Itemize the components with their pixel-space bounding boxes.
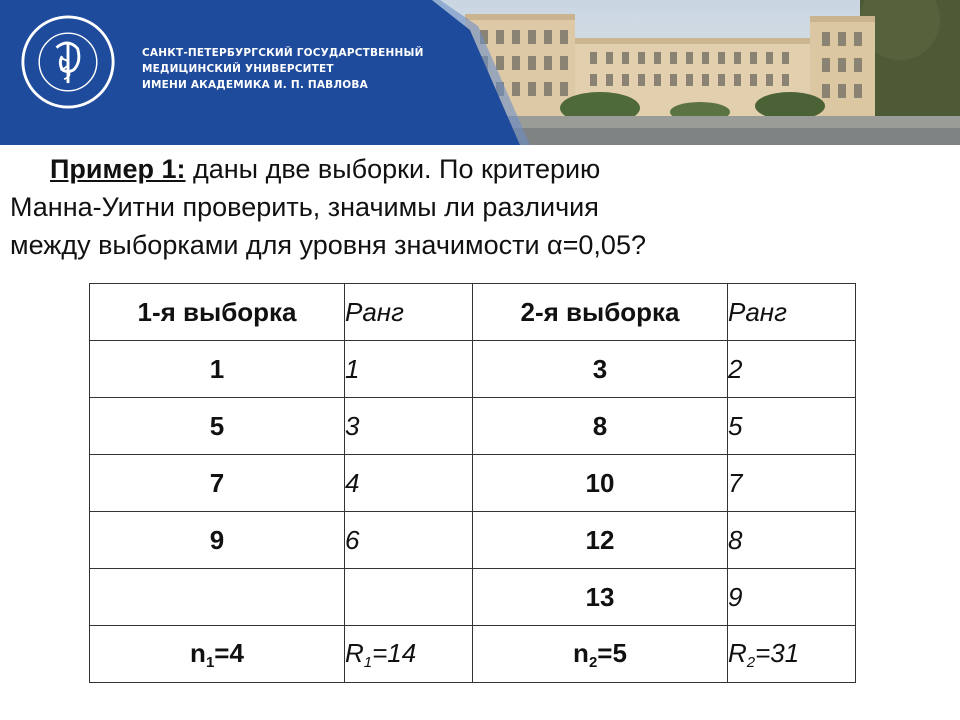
question-text: между выборками для уровня значимости α=0,05? xyxy=(10,230,646,260)
header-rank1: Ранг xyxy=(345,284,473,341)
cell-rank1 xyxy=(345,569,473,626)
cell-sample1: 5 xyxy=(90,398,345,455)
cell-sample1: 9 xyxy=(90,512,345,569)
cell-r2 xyxy=(728,626,856,683)
table-row xyxy=(90,341,856,398)
header-sample2: 2-я выборка xyxy=(473,284,728,341)
r1-subscript: 1 xyxy=(363,653,373,671)
n2-subscript: 2 xyxy=(588,653,598,671)
cell-sample2: 3 xyxy=(473,341,728,398)
table-row xyxy=(90,569,856,626)
university-logo xyxy=(20,14,116,110)
cell-n2 xyxy=(473,626,728,683)
cell-sample2: 10 xyxy=(473,455,728,512)
header-sample1: 1-я выборка xyxy=(90,284,345,341)
r2-subscript: 2 xyxy=(746,653,756,671)
n1-value: =4 xyxy=(214,637,244,668)
r2-value: =31 xyxy=(755,637,800,668)
cell-sample2: 12 xyxy=(473,512,728,569)
cell-rank1: 1 xyxy=(345,341,473,398)
cell-rank2: 7 xyxy=(728,455,856,512)
cell-sample1: 1 xyxy=(90,341,345,398)
table-row xyxy=(90,455,856,512)
table-row xyxy=(90,398,856,455)
r1-symbol: R xyxy=(345,637,364,668)
example-label: Пример 1: xyxy=(50,154,186,184)
cell-sample2: 8 xyxy=(473,398,728,455)
header-banner xyxy=(0,0,960,145)
cell-rank1: 4 xyxy=(345,455,473,512)
cell-rank2: 8 xyxy=(728,512,856,569)
university-name-line: ИМЕНИ АКАДЕМИКА И. П. ПАВЛОВА xyxy=(142,79,368,91)
question-text: Манна-Уитни проверить, значимы ли различия xyxy=(10,192,599,222)
cell-sample2: 13 xyxy=(473,569,728,626)
n1-subscript: 1 xyxy=(205,653,215,671)
university-name-line: САНКТ-ПЕТЕРБУРГСКИЙ ГОСУДАРСТВЕННЫЙ xyxy=(142,47,424,59)
table-row xyxy=(90,512,856,569)
rank-table xyxy=(89,283,856,683)
cell-r1 xyxy=(345,626,473,683)
cell-rank2: 9 xyxy=(728,569,856,626)
n2-symbol: n xyxy=(573,637,589,668)
r1-value: =14 xyxy=(372,637,417,668)
n2-value: =5 xyxy=(597,637,627,668)
university-name xyxy=(142,45,424,93)
n1-symbol: n xyxy=(190,637,206,668)
cell-rank1: 3 xyxy=(345,398,473,455)
cell-rank2: 2 xyxy=(728,341,856,398)
problem-statement xyxy=(10,150,930,264)
cell-sample1: 7 xyxy=(90,455,345,512)
cell-n1 xyxy=(90,626,345,683)
r2-symbol: R xyxy=(728,637,747,668)
cell-sample1 xyxy=(90,569,345,626)
header-rank2: Ранг xyxy=(728,284,856,341)
question-text: даны две выборки. По критерию xyxy=(185,154,601,184)
cell-rank2: 5 xyxy=(728,398,856,455)
table-header-row xyxy=(90,284,856,341)
cell-rank1: 6 xyxy=(345,512,473,569)
university-name-line: МЕДИЦИНСКИЙ УНИВЕРСИТЕТ xyxy=(142,63,334,75)
table-summary-row xyxy=(90,626,856,683)
